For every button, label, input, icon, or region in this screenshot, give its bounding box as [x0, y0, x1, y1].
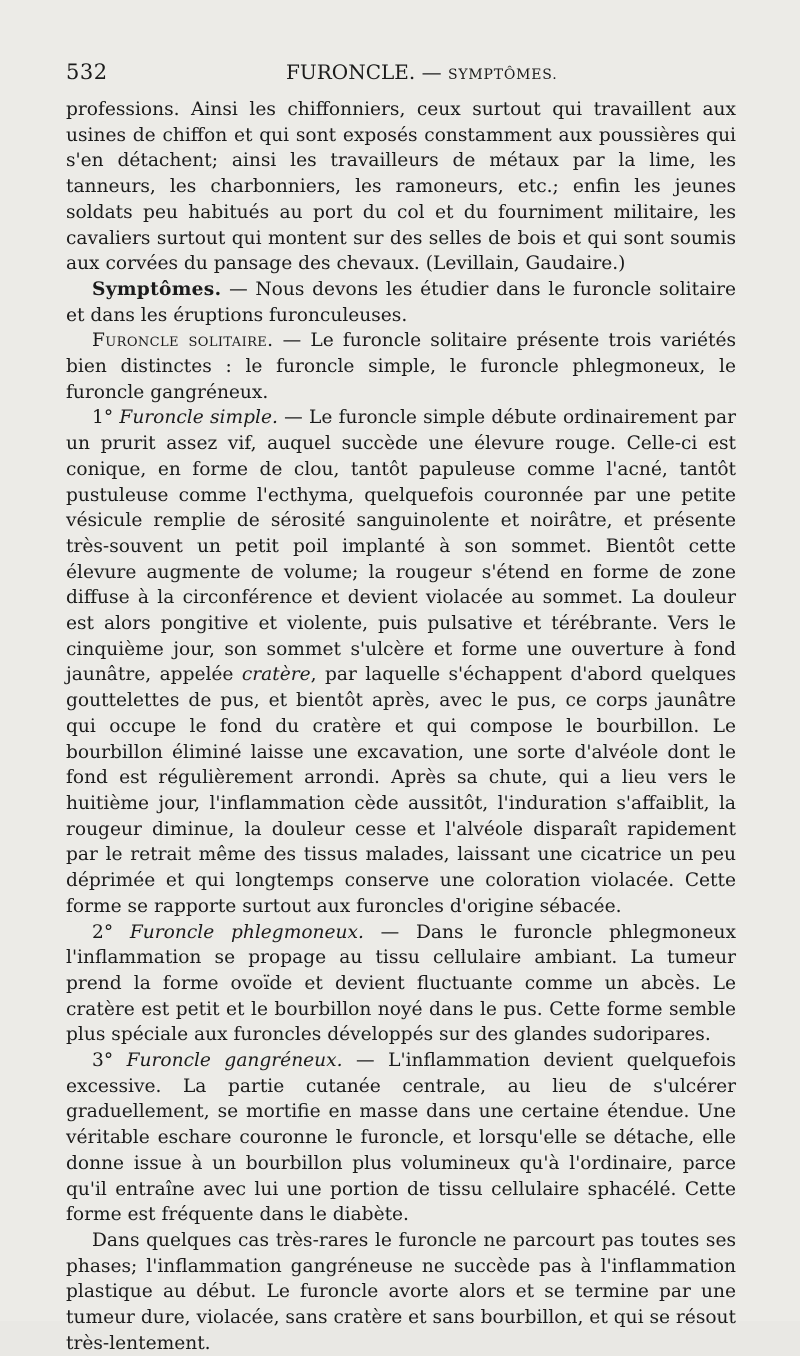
number-3: 3° — [92, 1050, 114, 1072]
heading-furoncle-solitaire: Furoncle solitaire. — [92, 330, 274, 352]
number-1: 1° — [92, 407, 114, 429]
running-title — [286, 60, 557, 84]
heading-furoncle-gangreneux: Furoncle gangréneux. — [126, 1050, 343, 1072]
paragraph-furoncle-gangreneux-text: — L'inflammation devient quelquefois excessive. La partie cutanée centrale, au lieu de s'ulcérer graduellement, se mortifie en masse dans une certaine étendue. Une véritable eschare couronne le furoncle, et lorsqu'elle se détache, elle donne issue à un bourbillon plus volumineux qu'à l'ordinaire, parce qu'il entraîne avec lui une portion de tissu cellulaire sphacélé. Cette forme est fréquente dans le diabète. — [66, 1050, 736, 1226]
running-title-section: SYMPTÔMES. — [447, 67, 558, 83]
paragraph-symptomes — [66, 277, 736, 328]
paragraph-furoncle-phlegmoneux — [66, 920, 736, 1049]
body-text — [66, 97, 736, 1356]
heading-furoncle-simple: Furoncle simple. — [119, 407, 278, 429]
paragraph-furoncle-solitaire-text: — Le furoncle solitaire présente trois variétés bien distinctes : le furoncle simple, le furoncle phlegmoneux, le furoncle gangréneux. — [66, 330, 737, 403]
paragraph-furoncle-gangreneux — [66, 1048, 736, 1228]
term-cratere: cratère — [241, 664, 311, 686]
paragraph-final: Dans quelques cas très-rares le furoncle ne parcourt pas toutes ses phases; l'inflammation gangréneuse ne succède pas à l'inflammation plastique au début. Le furoncle avorte alors et se termine par une tumeur dure, violacée, sans cratère et sans bourbillon, et qui se résout très-lentement. — [66, 1229, 736, 1354]
running-title-main: FURONCLE. — [286, 60, 416, 84]
heading-furoncle-phlegmoneux: Furoncle phlegmoneux. — [129, 921, 364, 943]
paragraph-furoncle-simple-text-b: , par laquelle s'échappent d'abord quelques gouttelettes de pus, et bientôt après, avec le pus, ce corps jaunâtre qui occupe le fond du cratère et qui compose le bourbillon. Le bourbillon éliminé laisse une excavation, une sorte d'alvéole dont le fond est régulièrement arrondi. Après sa chute, qui a lieu vers le huitième jour, l'inflammation cède aussitôt, l'induration s'affaiblit, la rougeur diminue, la douleur cesse et l'alvéole disparaît rapidement par le retrait même des tissus malades, laissant une cicatrice un peu déprimée et qui longtemps conserve une coloration violacée. Cette forme se rapporte surtout aux furoncles d'origine sébacée. — [66, 664, 736, 917]
number-2: 2° — [92, 921, 114, 943]
paragraph-furoncle-simple-text-a: — Le furoncle simple débute ordinairement par un prurit assez vif, auquel succède une élevure rouge. Celle-ci est conique, en forme de clou, tantôt papuleuse comme l'acné, tantôt pustuleuse comme l'ecthyma, quelquefois couronnée par une petite vésicule remplie de sérosité sanguinolente et noirâtre, et présente très-souvent un petit poil implanté à son sommet. Bientôt cette élevure augmente de volume; la rougeur s'étend en forme de zone diffuse à la circonférence et devient violacée au sommet. La douleur est alors pongitive et violente, puis pulsative et térébrante. Vers le cinquième jour, son sommet s'ulcère et forme une ouverture à fond jaunâtre, appelée — [66, 407, 736, 686]
page-header — [66, 58, 734, 88]
paragraph-furoncle-simple — [66, 405, 736, 919]
paragraph-furoncle-phlegmoneux-text: — Dans le furoncle phlegmoneux l'inflammation se propage au tissu cellulaire ambiant. La tumeur prend la forme ovoïde et devient fluctuante comme un abcès. Le cratère est petit et le bourbillon noyé dans le pus. Cette forme semble plus spéciale aux furoncles développés sur des glandes sudoripares. — [66, 921, 736, 1046]
running-title-separator: — — [421, 60, 442, 84]
paragraph-symptomes-text: — Nous devons les étudier dans le furoncle solitaire et dans les éruptions furonculeuses. — [66, 278, 736, 326]
paragraph-furoncle-solitaire — [66, 328, 736, 405]
paragraph-1: professions. Ainsi les chiffonniers, ceux surtout qui travaillent aux usines de chiffon et qui sont exposés constamment aux poussières qui s'en détachent; ainsi les travailleurs de métaux par la lime, les tanneurs, les charbonniers, les ramoneurs, etc.; enfin les jeunes soldats peu habitués au port du col et du fourniment militaire, les cavaliers surtout qui montent sur des selles de bois et qui sont soumis aux corvées du pansage des chevaux. (Levillain, Gaudaire.) — [66, 99, 736, 275]
heading-symptomes: Symptômes. — [92, 278, 222, 300]
page-number: 532 — [66, 60, 108, 84]
